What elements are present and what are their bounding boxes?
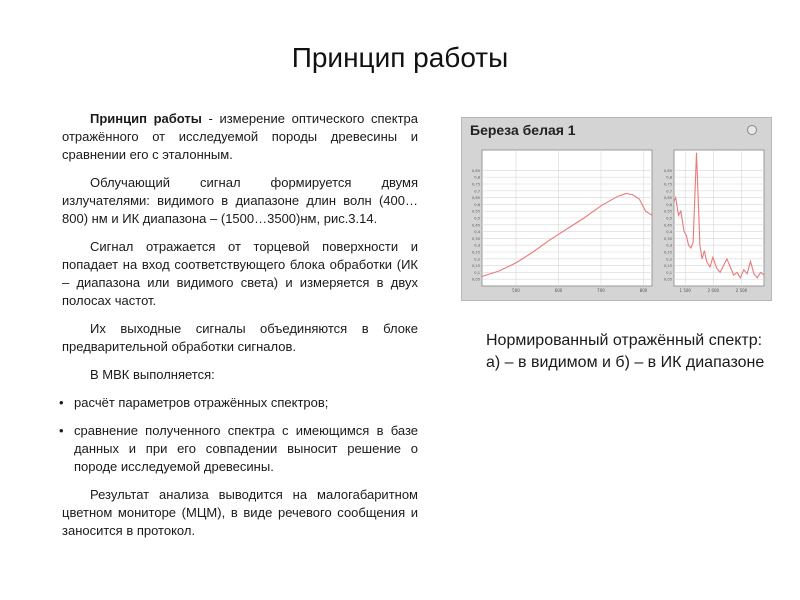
y-tick-label: 0,2 [666,257,672,262]
y-tick-label: 0,35 [471,236,480,241]
paragraph-signal: Сигнал отражается от торцевой поверхности и попадает на вход соответствующего блока обработки (ИК – диапазона или видимого света) и измеряется в двух полосах частот. [62,239,418,308]
y-tick-label: 0,3 [666,243,672,248]
bullet-text-2: сравнение полученного спектра с имеющимся в базе данных и при его совпадении выносит решение о породе исследуемой древесины. [74,423,418,474]
y-tick-label: 0,5 [474,216,480,221]
y-tick-label: 0,15 [471,264,480,269]
y-tick-label: 0,55 [663,209,672,214]
y-tick-label: 0,6 [474,202,480,207]
y-tick-label: 0,1 [666,270,672,275]
y-tick-label: 0,15 [663,264,672,269]
window-close-icon[interactable] [747,125,757,135]
y-tick-label: 0,3 [474,243,480,248]
x-tick-label: 2 500 [735,288,748,293]
x-tick-label: 1 500 [679,288,691,293]
y-tick-label: 0,4 [666,230,672,235]
paragraph-result: Результат анализа выводится на малогабаритном цветном мониторе (МЦМ), в виде речевого сообщения и заносится в протокол. [62,487,418,538]
x-tick-label: 2 000 [707,288,720,293]
y-tick-label: 0,1 [474,270,480,275]
y-tick-label: 0,6 [666,202,672,207]
y-tick-label: 0,25 [663,250,672,255]
slide-title: Принцип работы [291,42,509,73]
y-tick-label: 0,85 [471,168,480,173]
x-tick-label: 600 [554,288,563,293]
spectrum-figure [461,117,772,301]
bullet-icon: • [59,395,64,410]
x-tick-label: 700 [597,288,605,293]
figure-caption: Нормированный отражённый спектр: а) – в видимом и б) – в ИК диапазоне [486,332,765,371]
y-tick-label: 0,05 [471,277,480,282]
y-tick-label: 0,75 [471,182,480,187]
paragraph-principle [62,110,418,164]
paragraph-combine: Их выходные сигналы объединяются в блоке предварительной обработки сигналов. [62,321,418,354]
y-tick-label: 0,85 [663,168,672,173]
y-tick-label: 0,2 [474,257,480,262]
y-tick-label: 0,7 [474,189,480,194]
y-tick-label: 0,8 [666,175,672,180]
x-tick-label: 500 [512,288,520,293]
y-tick-label: 0,65 [471,196,480,201]
figure-title: Береза белая 1 [470,122,576,138]
principle-term: Принцип работы [90,111,202,126]
y-tick-label: 0,7 [666,189,672,194]
y-tick-label: 0,55 [471,209,480,214]
y-tick-label: 0,05 [663,277,672,282]
spectrum-charts [462,118,771,300]
bullet-text-1: расчёт параметров отражённых спектров; [74,395,329,410]
bullet-item-2 [59,422,418,476]
y-tick-label: 0,75 [663,182,672,187]
y-tick-label: 0,5 [666,216,672,221]
y-tick-label: 0,45 [471,223,480,228]
bullet-item-1 [59,394,418,412]
body-text [59,110,418,550]
principle-definition: - измерение оптического спектра отражённого от исследуемой породы древесины и сравнении его с эталонным. [62,111,418,162]
y-tick-label: 0,35 [663,236,672,241]
y-tick-label: 0,65 [663,196,672,201]
y-tick-label: 0,45 [663,223,672,228]
y-tick-label: 0,4 [474,230,480,235]
y-tick-label: 0,8 [474,175,480,180]
bullet-icon: • [59,423,64,438]
paragraph-mvk: В МВК выполняется: [90,367,215,382]
y-tick-label: 0,25 [471,250,480,255]
x-tick-label: 800 [639,288,648,293]
paragraph-emitters: Облучающий сигнал формируется двумя излучателями: видимого в диапазоне длин волн (400…800) нм и ИК диапазона – (1500…3500)нм, рис.3.14. [62,175,418,226]
